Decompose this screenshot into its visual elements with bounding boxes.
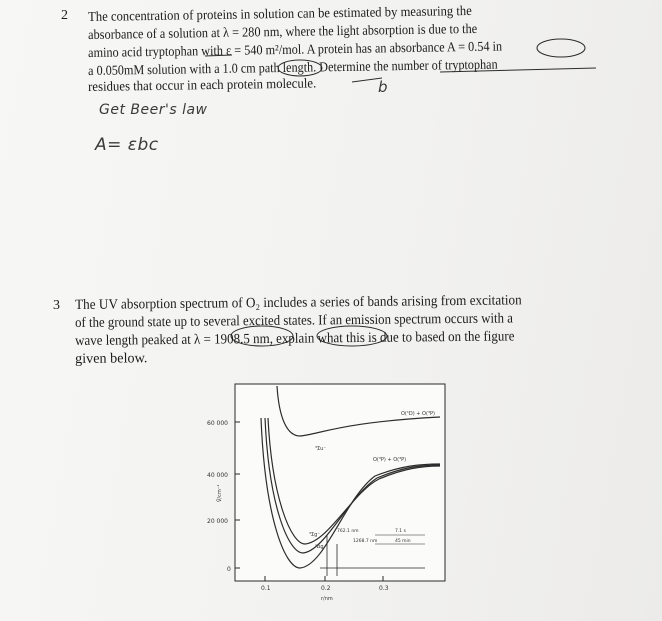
y-label-20000: 20 000	[207, 518, 228, 525]
question-2-line-5: residues that occur in each protein molecule.	[87, 75, 317, 94]
question-2-line-2: absorbance of a solution at λ = 280 nm, where the light absorption is due to the	[87, 20, 478, 42]
annotation-1: 762.1 nm	[337, 529, 359, 534]
figure-svg	[207, 378, 450, 610]
label-upper-asymptote: O(¹D) + O(³P)	[401, 411, 435, 417]
label-state-delta-g: ¹Δg	[315, 544, 324, 550]
y-label-40000: 40 000	[207, 472, 228, 479]
x-label-0-3: 0.3	[379, 585, 389, 592]
label-state-sigma-u: ³Σu⁻	[315, 446, 326, 452]
y-label-0: 0	[227, 566, 231, 573]
label-state-sigma-g-upper: ³Σg⁻	[309, 532, 320, 538]
handwritten-beers-law: Get Beer's law	[99, 102, 208, 118]
question-3-line-4: given below.	[74, 350, 148, 367]
annotation-2: 1268.7 nm	[353, 539, 378, 544]
question-3-line-1: The UV absorption spectrum of O₂ includes a series of bands arising from excitation	[74, 292, 522, 313]
question-3-line-2: of the ground state up to several excited states. If an emission spectrum occurs with a	[74, 310, 513, 331]
question-3-number: 3	[53, 298, 60, 313]
question-3-line-3: wave length peaked at λ = 1908.5 nm, explain what this is due to based on the figure	[74, 328, 515, 349]
x-label-0-2: 0.2	[321, 585, 331, 592]
potential-energy-figure	[207, 378, 450, 610]
x-axis-label: r/nm	[321, 596, 333, 602]
ink-circle-absorbance	[537, 39, 585, 57]
y-label-60000: 60 000	[207, 420, 228, 427]
question-2-line-3: amino acid tryptophan with ε = 540 m²/mol. A protein has an absorbance A = 0.54 in	[87, 38, 503, 60]
annotation-3: 7.1 s	[395, 529, 406, 534]
label-middle-asymptote: O(³P) + O(³P)	[373, 457, 407, 463]
annotation-4: 45 min	[395, 539, 411, 544]
x-label-0-1: 0.1	[261, 585, 271, 592]
question-2-line-1: The concentration of proteins in solution can be estimated by measuring the	[87, 2, 472, 24]
question-2-number: 2	[61, 8, 68, 23]
handwritten-formula: A= εbc	[95, 135, 159, 155]
question-2-line-4: a 0.050mM solution with a 1.0 cm path length. Determine the number of tryptophan	[87, 56, 498, 78]
y-axis-label: Ṽ/cm⁻¹	[217, 484, 223, 502]
handwritten-mark-b: b	[378, 78, 389, 96]
